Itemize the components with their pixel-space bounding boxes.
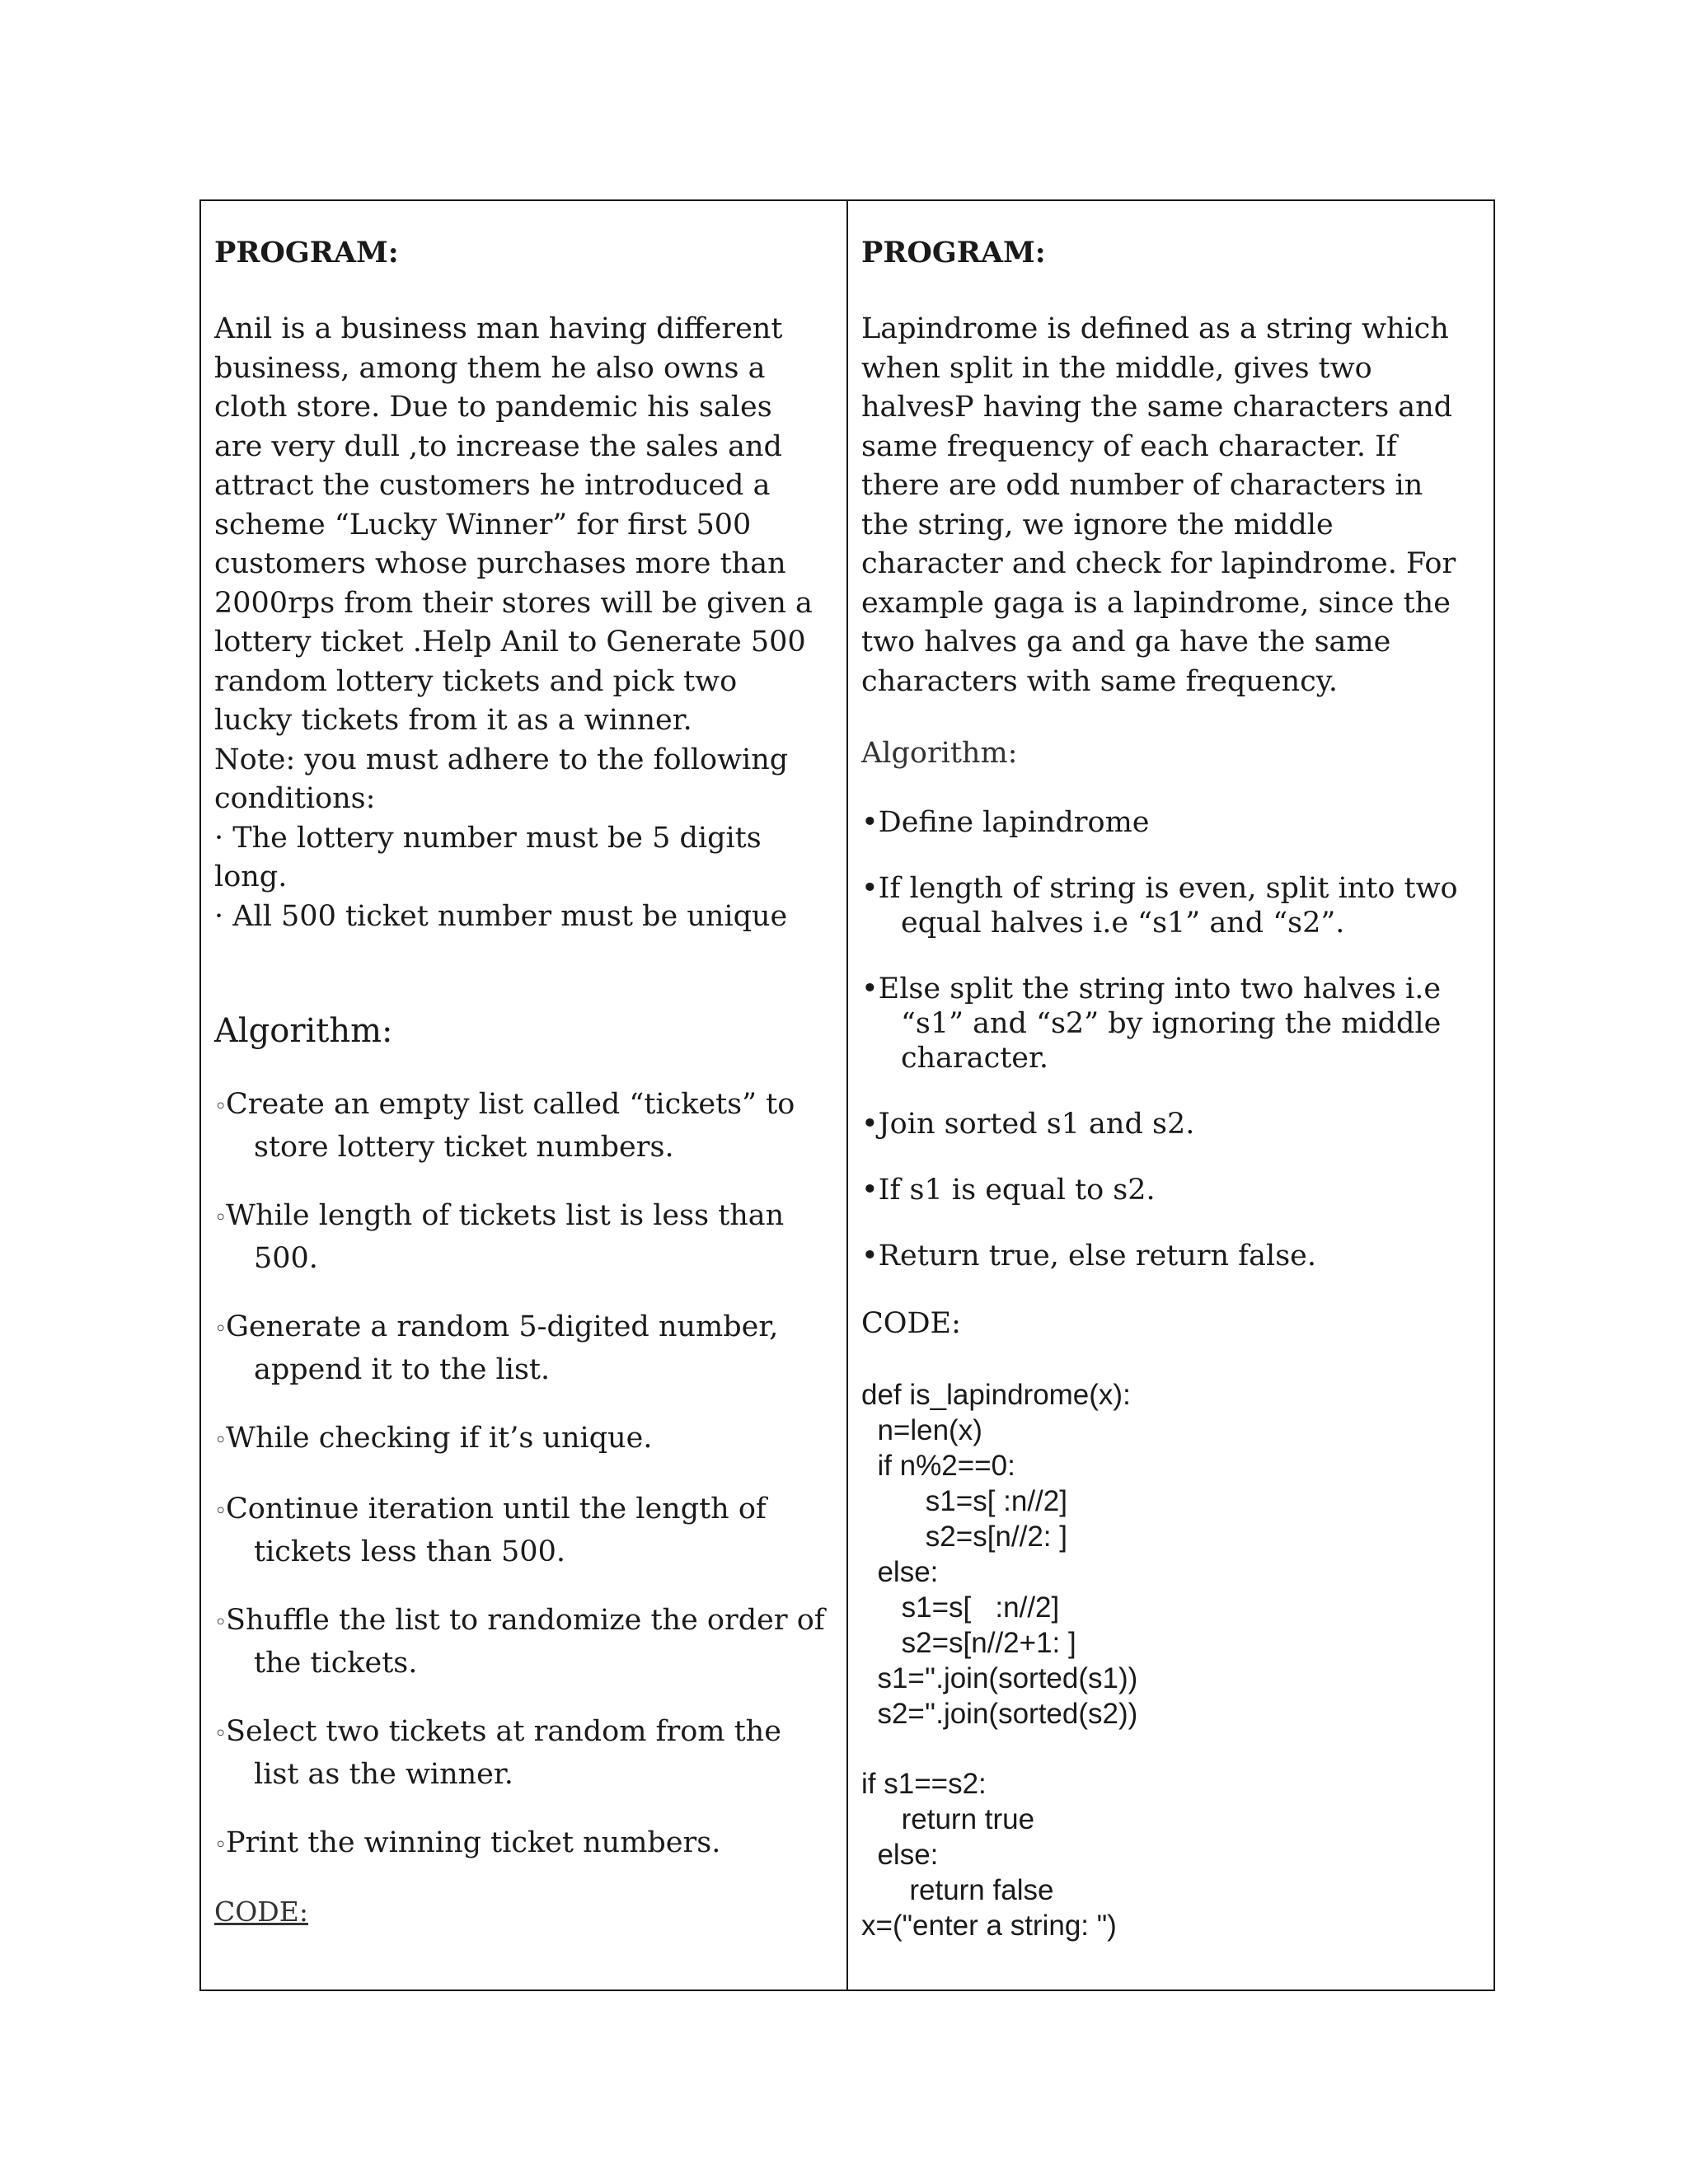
right-algorithm-step bbox=[861, 871, 1482, 940]
step-bullet: • bbox=[861, 1174, 879, 1207]
step-text: If s1 is equal to s2. bbox=[878, 1174, 1156, 1207]
step-bullet: • bbox=[861, 972, 879, 1005]
right-algorithm-step bbox=[861, 1173, 1482, 1207]
code-line: n=len(x) bbox=[861, 1413, 982, 1446]
right-algorithm-step bbox=[861, 972, 1482, 1076]
right-code-label: CODE: bbox=[861, 1307, 961, 1340]
right-code-block-function bbox=[861, 1377, 1482, 1732]
step-text: Define lapindrome bbox=[878, 806, 1150, 839]
step-bullet: ◦ bbox=[214, 1833, 227, 1858]
code-line: s1=''.join(sorted(s1)) bbox=[861, 1661, 1138, 1694]
left-algorithm-step bbox=[214, 1601, 835, 1684]
step-text: Return true, else return false. bbox=[878, 1240, 1316, 1272]
right-algorithm-step bbox=[861, 805, 1482, 840]
left-algorithm-step bbox=[214, 1823, 835, 1866]
code-line: s1=s[ :n//2] bbox=[861, 1484, 1067, 1517]
step-text: Print the winning ticket numbers. bbox=[226, 1826, 721, 1859]
right-problem-statement: Lapindrome is defined as a string which when split in the middle, gives two halvesP having the same characters and same frequency of each character. If there are odd number of characters in the string, we ignore the middle character and check for lapindrome. For example gaga is a lapindrome, since the two halves ga and ga have the same characters with same frequency. bbox=[861, 312, 1456, 698]
left-column bbox=[201, 201, 848, 1990]
step-text: While checking if it’s unique. bbox=[226, 1422, 653, 1455]
step-text: Join sorted s1 and s2. bbox=[878, 1108, 1195, 1141]
step-text: Else split the string into two halves i.e “s1” and “s2” by ignoring the middle character. bbox=[878, 972, 1442, 1075]
left-algorithm-step bbox=[214, 1196, 835, 1279]
step-bullet: ◦ bbox=[214, 1722, 227, 1746]
step-bullet: ◦ bbox=[214, 1206, 227, 1230]
left-code-label: CODE: bbox=[214, 1896, 308, 1928]
step-bullet: ◦ bbox=[214, 1610, 227, 1635]
code-line: s2=s[n//2+1: ] bbox=[861, 1626, 1076, 1659]
code-line: def is_lapindrome(x): bbox=[861, 1378, 1131, 1411]
step-text: Shuffle the list to randomize the order of the tickets. bbox=[226, 1604, 825, 1680]
code-line: return false bbox=[861, 1873, 1054, 1906]
step-bullet: ◦ bbox=[214, 1094, 227, 1119]
left-algorithm-step bbox=[214, 1085, 835, 1168]
code-line: x=("enter a string: ") bbox=[861, 1909, 1117, 1942]
step-bullet: • bbox=[861, 872, 879, 905]
left-algorithm-step bbox=[214, 1418, 835, 1461]
left-algorithm-steps bbox=[214, 1052, 835, 1894]
right-code-block-tail bbox=[861, 1766, 1482, 1943]
step-bullet: ◦ bbox=[214, 1499, 227, 1524]
right-algorithm-steps bbox=[861, 772, 1482, 1305]
code-line: if n%2==0: bbox=[861, 1449, 1015, 1482]
left-algorithm-step bbox=[214, 1307, 835, 1390]
left-algorithm-step bbox=[214, 1712, 835, 1795]
step-text: Continue iteration until the length of tickets less than 500. bbox=[226, 1493, 767, 1568]
left-problem-statement: Anil is a business man having different business, among them he also owns a cloth store. Due to pandemic his sales are very dull ,to increase the sales and attract the customers he introduced a scheme “Lucky Winner” for first 500 customers whose purchases more than 2000rps from their stores will be given a lottery ticket .Help Anil to Generate 500 random lottery tickets and pick two lucky tickets from it as a winner. Note: you must adhere to the following conditions: · The lottery number must be 5 digits long. · All 500 ticket number must be unique bbox=[214, 312, 813, 933]
step-bullet: • bbox=[861, 1108, 879, 1141]
code-line: else: bbox=[861, 1838, 939, 1871]
code-line: s2=''.join(sorted(s2)) bbox=[861, 1697, 1138, 1730]
code-line: else: bbox=[861, 1555, 939, 1588]
right-algorithm-step bbox=[861, 1107, 1482, 1141]
step-text: Generate a random 5-digited number, append it to the list. bbox=[226, 1310, 779, 1386]
step-text: While length of tickets list is less than 500. bbox=[226, 1199, 785, 1275]
step-text: If length of string is even, split into two equal halves i.e “s1” and “s2”. bbox=[878, 872, 1458, 940]
right-program-heading: PROGRAM: bbox=[861, 236, 1046, 269]
left-algorithm-step bbox=[214, 1489, 835, 1572]
document-table bbox=[199, 199, 1495, 1991]
right-column bbox=[848, 201, 1493, 1990]
code-line: s2=s[n//2: ] bbox=[861, 1520, 1067, 1553]
right-algorithm-step bbox=[861, 1239, 1482, 1273]
step-bullet: • bbox=[861, 806, 879, 839]
code-line: s1=s[ :n//2] bbox=[861, 1591, 1060, 1624]
step-bullet: ◦ bbox=[214, 1428, 227, 1453]
step-bullet: • bbox=[861, 1240, 879, 1272]
left-program-heading: PROGRAM: bbox=[214, 236, 399, 269]
step-text: Create an empty list called “tickets” to store lottery ticket numbers. bbox=[226, 1088, 795, 1164]
code-line: return true bbox=[861, 1802, 1035, 1835]
left-algorithm-title: Algorithm: bbox=[214, 1012, 393, 1050]
code-line: if s1==s2: bbox=[861, 1767, 987, 1800]
right-algorithm-title: Algorithm: bbox=[861, 737, 1018, 770]
step-bullet: ◦ bbox=[214, 1317, 227, 1342]
step-text: Select two tickets at random from the list as the winner. bbox=[226, 1715, 781, 1791]
